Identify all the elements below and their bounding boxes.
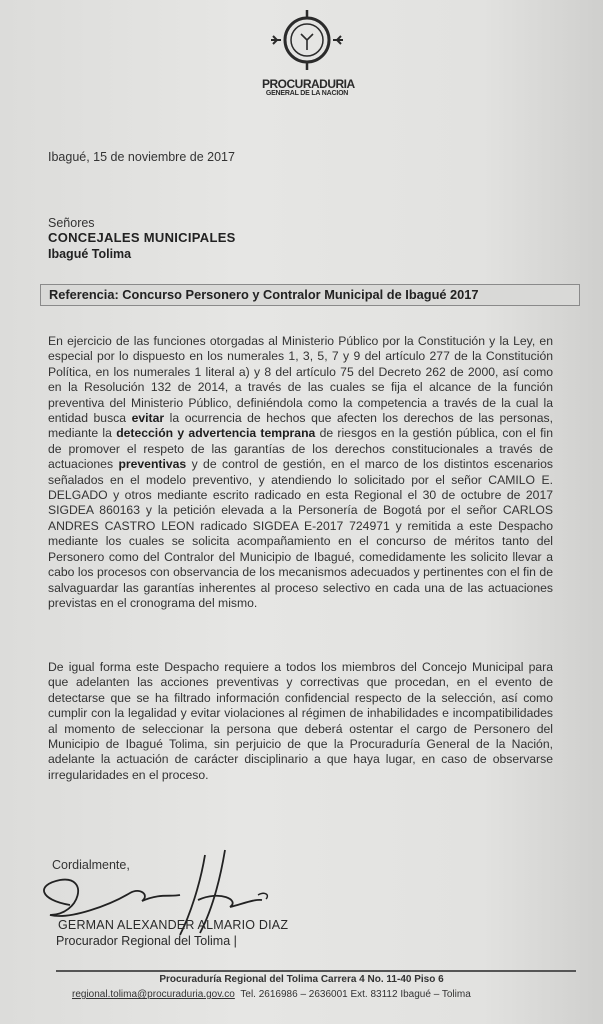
text-segment: de riesgos en la gestión pública, con el fin de promover el respeto de las garantías de los derechos constitucionales a través de actuaciones <box>48 426 553 472</box>
body-paragraph-1 <box>48 334 553 611</box>
bold-segment: preventivas <box>118 457 187 472</box>
closing: Cordialmente, <box>52 858 130 872</box>
footer-contact <box>72 989 471 1000</box>
footer-email-link[interactable]: regional.tolima@procuraduria.gov.co <box>72 989 235 1000</box>
recipient: CONCEJALES MUNICIPALES <box>48 230 236 245</box>
procuraduria-logo <box>262 6 355 118</box>
text-segment: En ejercicio de las funciones otorgadas al Ministerio Público por la Constitución y la Ley, en especial por lo dispuesto en los numerales 1, 3, 5, 7 y 9 del artículo 277 de la Constitución Política, en los numerales 1 literal a) y 8 del artículo 75 del Decreto 262 de 2000, así como en la Resolución 132 de 2014, a través de las cuales se fija el alcance de la función preventiva del Ministerio Público, definiéndola como la competencia a través de la cual la entidad busca <box>48 334 553 426</box>
text-segment: la ocurrencia de hechos que afecten los derechos de las personas, mediante la <box>48 411 553 441</box>
bold-segment: detección y advertencia temprana <box>116 426 316 441</box>
org-name: PROCURADURIA <box>262 77 355 91</box>
org-subtitle: GENERAL DE LA NACION <box>265 90 349 97</box>
reference-box <box>40 284 580 306</box>
bold-segment: evitar <box>131 411 165 426</box>
salutation: Señores <box>48 216 95 230</box>
signer-name: GERMAN ALEXANDER ALMARIO DIAZ <box>58 918 289 932</box>
reference-text: Referencia: Concurso Personero y Contralor Municipal de Ibagué 2017 <box>49 287 479 302</box>
signer-title: Procurador Regional del Tolima | <box>56 934 237 948</box>
recipient-city: Ibagué Tolima <box>48 247 132 261</box>
body-paragraph-2: De igual forma este Despacho requiere a todos los miembros del Concejo Municipal para que adelanten las acciones preventivas y correctivas que procedan, en el evento de detectarse que se ha filtrado información confidencial respecto de la selección, así como cumplir con la legalidad y evitar violaciones al régimen de inhabilidades e incompatibilidades al momento de seleccionar la persona que deberá ostentar el cargo de Personero del Municipio de Ibagué Tolima, sin perjuicio de que la Procuraduría General de la Nación, adelante la actuación de carácter disciplinario a que haya lugar, en caso de observarse irregularidades en el proceso. <box>48 660 553 782</box>
letter-date: Ibagué, 15 de noviembre de 2017 <box>48 150 235 164</box>
footer-divider <box>56 970 576 972</box>
footer-phone: Tel. 2616986 – 2636001 Ext. 83112 Ibagué – Tolima <box>240 989 471 1000</box>
footer-address: Procuraduría Regional del Tolima Carrera 4 No. 11-40 Piso 6 <box>159 974 444 985</box>
seal-icon <box>267 6 347 76</box>
text-segment: y de control de gestión, en el marco de los distintos escenarios señalados en el modelo preventivo, y atendiendo lo solicitado por el señor CAMILO E. DELGADO y otros mediante escrito radicado en esta Regional el 30 de octubre de 2017 SIGDEA 860163 y la petición elevada a la Personería de Bogotá por el señor CARLOS ANDRES CASTRO LEON radicado SIGDEA E-2017 724971 y remitida a este Despacho mediante los cuales se solicita acompañamiento en el concurso de méritos tanto del Personero como del Contralor del Municipio de Ibagué, comedidamente les solicito llevar a cabo los procesos con observancia de los mecanismos adecuados y pertinentes con el fin de salvaguardar las garantías inherentes al proceso selectivo en cada una de las actuaciones previstas en el cronograma del mismo. <box>48 457 553 610</box>
